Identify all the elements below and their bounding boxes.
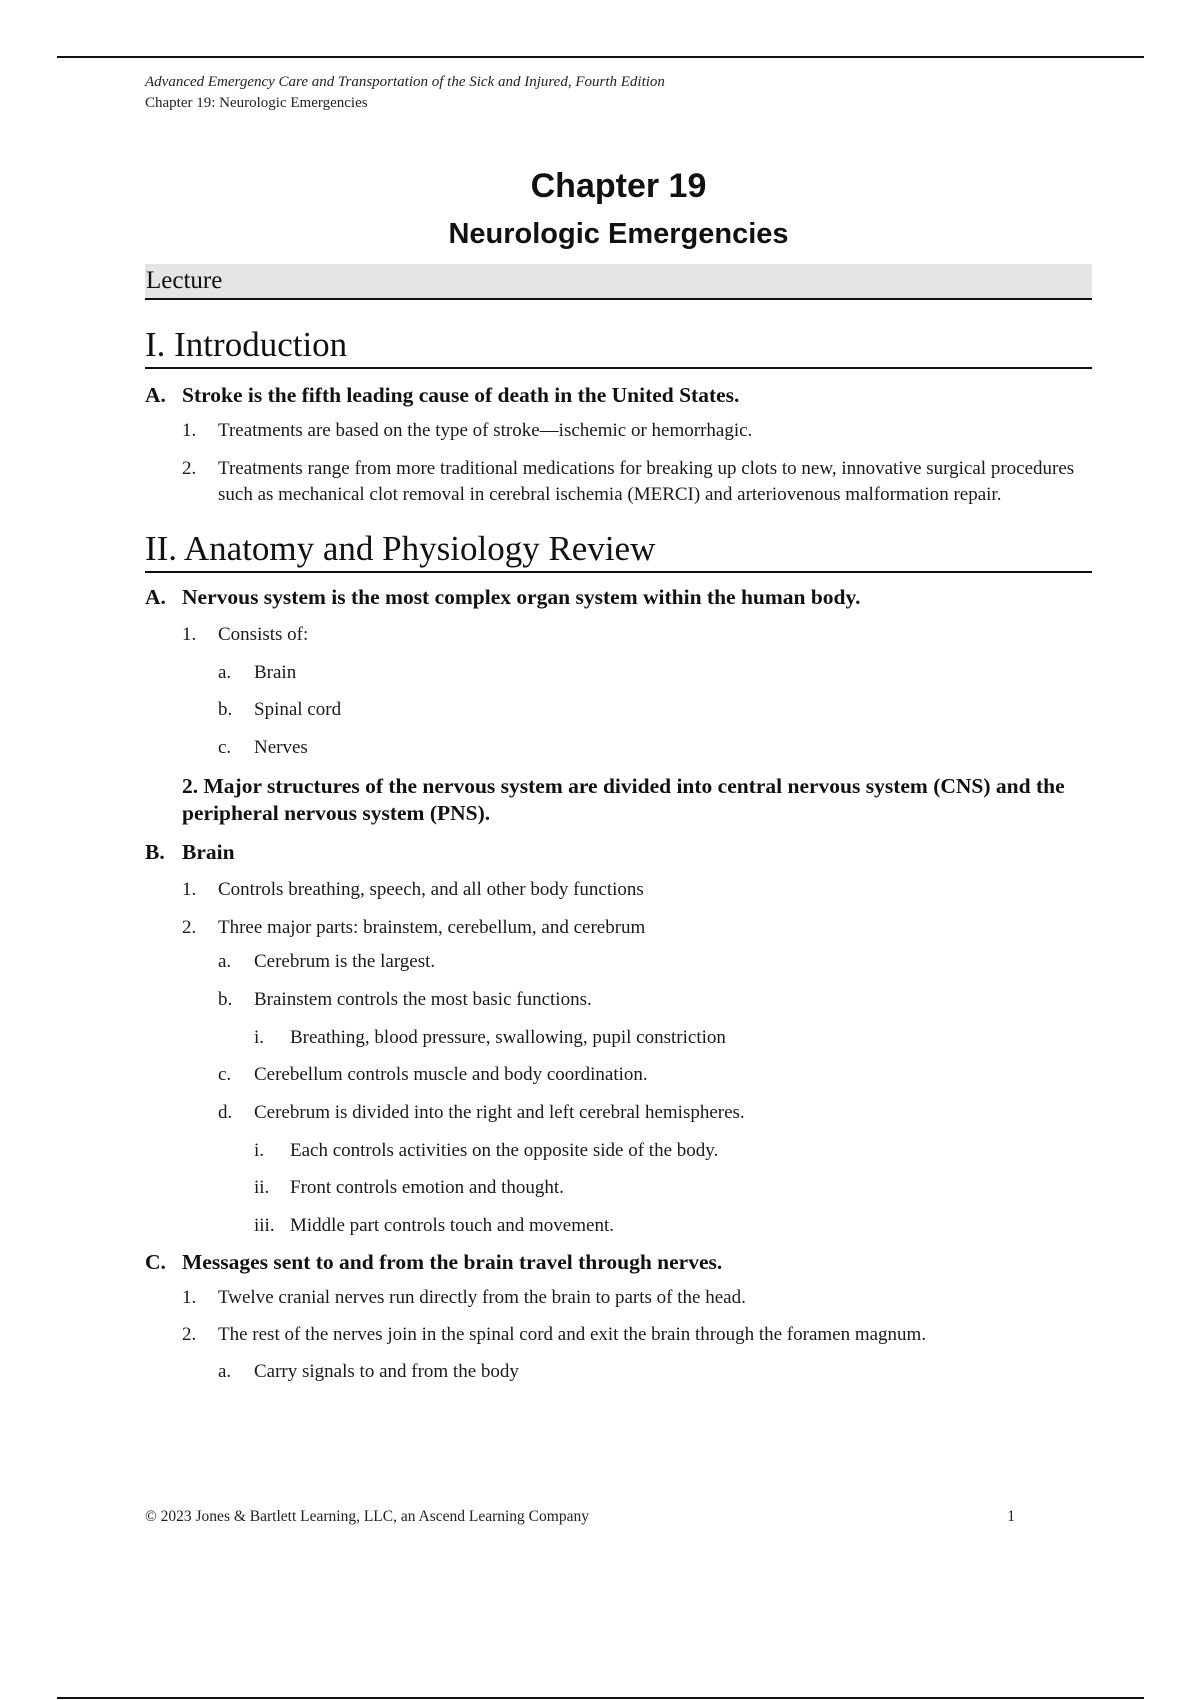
chapter-line: Chapter 19: Neurologic Emergencies (145, 95, 368, 111)
outline-marker: 2. (182, 1324, 197, 1345)
outline-item (145, 877, 1092, 903)
outline-item (145, 735, 1092, 761)
outline-text: Stroke is the fifth leading cause of death in the United States. (182, 383, 740, 407)
outline-marker: a. (218, 1361, 232, 1382)
outline-item (145, 584, 1092, 611)
outline-marker: 2. (182, 917, 197, 938)
outline-text: Front controls emotion and thought. (290, 1177, 564, 1198)
outline-text: Cerebrum is divided into the right and left cerebral hemispheres. (254, 1102, 745, 1123)
outline-text: Brain (182, 840, 235, 864)
outline-text: Brain (254, 662, 297, 683)
outline-item (145, 839, 1092, 866)
outline-item (145, 1138, 1092, 1164)
page-number: 1 (1007, 1508, 1015, 1525)
outline-item (145, 1249, 1092, 1276)
outline-text: Messages sent to and from the brain travel through nerves. (182, 1250, 723, 1274)
outline-item (145, 949, 1092, 975)
outline-item (145, 1100, 1092, 1126)
outline-marker: C. (145, 1250, 166, 1274)
outline-item (145, 915, 1092, 941)
outline-text: Cerebellum controls muscle and body coordination. (254, 1064, 648, 1085)
outline-item (145, 660, 1092, 686)
running-header (145, 72, 1092, 114)
bottom-rule (57, 1697, 1144, 1699)
outline-item (145, 1322, 1092, 1348)
outline-marker: a. (218, 662, 232, 683)
outline-item (145, 1359, 1092, 1385)
outline-marker: iii. (254, 1215, 275, 1236)
outline-item (145, 697, 1092, 723)
outline-marker: 2. (182, 458, 197, 479)
chapter-subtitle: Neurologic Emergencies (448, 218, 789, 250)
outline-marker: A. (145, 383, 166, 407)
outline-marker: d. (218, 1102, 233, 1123)
outline-marker: ii. (254, 1177, 270, 1198)
outline-item (145, 1213, 1092, 1239)
outline-marker: a. (218, 951, 232, 972)
outline-text: Treatments range from more traditional medications for breaking up clots to new, innovative surgical procedures such as mechanical clot removal in cerebral ischemia (MERCI) and arteriovenous malformation repair. (218, 458, 1075, 505)
document-page (145, 72, 1092, 1385)
outline-item (145, 622, 1092, 648)
outline-text: Three major parts: brainstem, cerebellum, and cerebrum (218, 917, 646, 938)
outline-item (145, 1025, 1092, 1051)
outline-marker: 1. (182, 1287, 197, 1308)
outline-text: Nerves (254, 737, 308, 758)
outline-text: Twelve cranial nerves run directly from the brain to parts of the head. (218, 1287, 746, 1308)
section-title-introduction: I. Introduction (145, 324, 1092, 369)
outline-item (145, 1175, 1092, 1201)
outline-text: Controls breathing, speech, and all other body functions (218, 879, 644, 900)
outline-marker: 1. (182, 624, 197, 645)
top-rule (57, 56, 1144, 58)
outline-item (145, 773, 1092, 827)
outline-text: Cerebrum is the largest. (254, 951, 436, 972)
outline-marker: 1. (182, 420, 197, 441)
chapter-title: Chapter 19 (530, 167, 707, 205)
outline-text: Treatments are based on the type of stroke—ischemic or hemorrhagic. (218, 420, 753, 441)
outline-marker: b. (218, 989, 233, 1010)
outline-marker: 1. (182, 879, 197, 900)
outline-marker: c. (218, 737, 232, 758)
outline-marker: i. (254, 1027, 265, 1048)
outline-text: Consists of: (218, 624, 309, 645)
outline-marker: B. (145, 840, 165, 864)
lecture-banner: Lecture (145, 264, 1092, 300)
outline-text: Nervous system is the most complex organ system within the human body. (182, 585, 861, 609)
copyright-notice: © 2023 Jones & Bartlett Learning, LLC, an Ascend Learning Company (145, 1508, 589, 1525)
outline-marker: A. (145, 585, 166, 609)
outline-item (145, 1062, 1092, 1088)
outline-item (145, 456, 1092, 508)
outline-marker: b. (218, 699, 233, 720)
outline-item (145, 418, 1092, 444)
outline-text: The rest of the nerves join in the spinal cord and exit the brain through the foramen magnum. (218, 1324, 927, 1345)
outline-text: Middle part controls touch and movement. (290, 1215, 614, 1236)
outline-text: Spinal cord (254, 699, 342, 720)
outline-text: Carry signals to and from the body (254, 1361, 519, 1382)
book-title: Advanced Emergency Care and Transportation of the Sick and Injured, Fourth Edition (145, 74, 665, 90)
outline-text: Breathing, blood pressure, swallowing, pupil constriction (290, 1027, 726, 1048)
outline-item (145, 987, 1092, 1013)
outline-marker: c. (218, 1064, 232, 1085)
outline-text: 2. Major structures of the nervous system are divided into central nervous system (CNS) and the peripheral nervous system (PNS). (182, 774, 1065, 825)
outline-marker: i. (254, 1140, 265, 1161)
outline-text: Brainstem controls the most basic functions. (254, 989, 592, 1010)
outline-item (145, 1285, 1092, 1311)
outline-item (145, 382, 1092, 409)
section-title-anatomy: II. Anatomy and Physiology Review (145, 528, 1092, 573)
outline-text: Each controls activities on the opposite side of the body. (290, 1140, 719, 1161)
page-footer (145, 1507, 1015, 1527)
